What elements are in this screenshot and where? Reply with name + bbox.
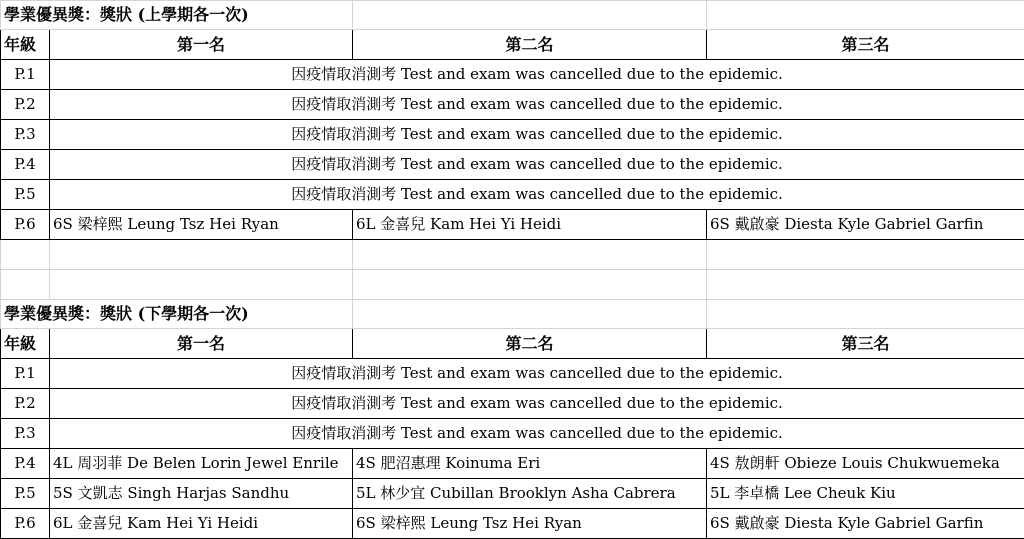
cancelled-notice-cell[interactable]: 因疫情取消測考 Test and exam was cancelled due to the epidemic. (50, 180, 1024, 210)
first-place-cell[interactable]: 6S 梁梓熙 Leung Tsz Hei Ryan (50, 210, 353, 240)
empty-cell[interactable] (50, 240, 353, 270)
cancelled-notice-cell[interactable]: 因疫情取消測考 Test and exam was cancelled due to the epidemic. (50, 120, 1024, 150)
section-title-row (1, 1, 1024, 30)
table-row (1, 60, 1024, 90)
grade-cell[interactable]: P.2 (1, 90, 50, 120)
table-row (1, 150, 1024, 180)
first-place-cell[interactable]: 6L 金喜兒 Kam Hei Yi Heidi (50, 509, 353, 539)
table-row (1, 90, 1024, 120)
table-row (1, 359, 1024, 389)
empty-cell[interactable] (1, 270, 50, 300)
grade-cell[interactable]: P.4 (1, 449, 50, 479)
table-row (1, 479, 1024, 509)
header-row (1, 30, 1024, 60)
empty-cell[interactable] (353, 270, 707, 300)
empty-cell[interactable] (707, 270, 1024, 300)
third-place-cell[interactable]: 4S 敖朗軒 Obieze Louis Chukwuemeka (707, 449, 1024, 479)
cancelled-notice-cell[interactable]: 因疫情取消測考 Test and exam was cancelled due to the epidemic. (50, 359, 1024, 389)
grade-cell[interactable]: P.6 (1, 210, 50, 240)
section-title[interactable]: 學業優異獎：獎狀 (上學期各一次) (1, 1, 353, 30)
cancelled-notice-cell[interactable]: 因疫情取消測考 Test and exam was cancelled due to the epidemic. (50, 150, 1024, 180)
header-grade[interactable]: 年級 (1, 30, 50, 60)
second-place-cell[interactable]: 6S 梁梓熙 Leung Tsz Hei Ryan (353, 509, 707, 539)
header-second[interactable]: 第二名 (353, 329, 707, 359)
table-row (1, 210, 1024, 240)
empty-cell[interactable] (353, 300, 707, 329)
table-row (1, 120, 1024, 150)
grade-cell[interactable]: P.3 (1, 419, 50, 449)
table-row (1, 449, 1024, 479)
cancelled-notice-cell[interactable]: 因疫情取消測考 Test and exam was cancelled due to the epidemic. (50, 389, 1024, 419)
header-third[interactable]: 第三名 (707, 329, 1024, 359)
section-title[interactable]: 學業優異獎：獎狀 (下學期各一次) (1, 300, 353, 329)
second-place-cell[interactable]: 5L 林少宜 Cubillan Brooklyn Asha Cabrera (353, 479, 707, 509)
first-place-cell[interactable]: 4L 周羽菲 De Belen Lorin Jewel Enrile (50, 449, 353, 479)
cancelled-notice-cell[interactable]: 因疫情取消測考 Test and exam was cancelled due to the epidemic. (50, 90, 1024, 120)
empty-cell[interactable] (1, 240, 50, 270)
cancelled-notice-cell[interactable]: 因疫情取消測考 Test and exam was cancelled due to the epidemic. (50, 419, 1024, 449)
third-place-cell[interactable]: 6S 戴啟豪 Diesta Kyle Gabriel Garfin (707, 210, 1024, 240)
grade-cell[interactable]: P.1 (1, 359, 50, 389)
table-row (1, 180, 1024, 210)
table-row (1, 419, 1024, 449)
first-place-cell[interactable]: 5S 文凱志 Singh Harjas Sandhu (50, 479, 353, 509)
header-third[interactable]: 第三名 (707, 30, 1024, 60)
section-title-row (1, 300, 1024, 329)
grade-cell[interactable]: P.2 (1, 389, 50, 419)
header-first[interactable]: 第一名 (50, 329, 353, 359)
empty-cell[interactable] (353, 1, 707, 30)
grade-cell[interactable]: P.4 (1, 150, 50, 180)
empty-cell[interactable] (353, 240, 707, 270)
header-grade[interactable]: 年級 (1, 329, 50, 359)
grade-cell[interactable]: P.5 (1, 479, 50, 509)
empty-cell[interactable] (707, 240, 1024, 270)
header-first[interactable]: 第一名 (50, 30, 353, 60)
empty-row (1, 240, 1024, 270)
second-place-cell[interactable]: 6L 金喜兒 Kam Hei Yi Heidi (353, 210, 707, 240)
third-place-cell[interactable]: 5L 李卓橋 Lee Cheuk Kiu (707, 479, 1024, 509)
empty-cell[interactable] (707, 300, 1024, 329)
grade-cell[interactable]: P.5 (1, 180, 50, 210)
third-place-cell[interactable]: 6S 戴啟豪 Diesta Kyle Gabriel Garfin (707, 509, 1024, 539)
grade-cell[interactable]: P.6 (1, 509, 50, 539)
table-row (1, 389, 1024, 419)
second-place-cell[interactable]: 4S 肥沼惠理 Koinuma Eri (353, 449, 707, 479)
cancelled-notice-cell[interactable]: 因疫情取消測考 Test and exam was cancelled due to the epidemic. (50, 60, 1024, 90)
header-second[interactable]: 第二名 (353, 30, 707, 60)
empty-row (1, 270, 1024, 300)
empty-cell[interactable] (50, 270, 353, 300)
grade-cell[interactable]: P.1 (1, 60, 50, 90)
grade-cell[interactable]: P.3 (1, 120, 50, 150)
empty-cell[interactable] (707, 1, 1024, 30)
table-row (1, 509, 1024, 539)
header-row (1, 329, 1024, 359)
